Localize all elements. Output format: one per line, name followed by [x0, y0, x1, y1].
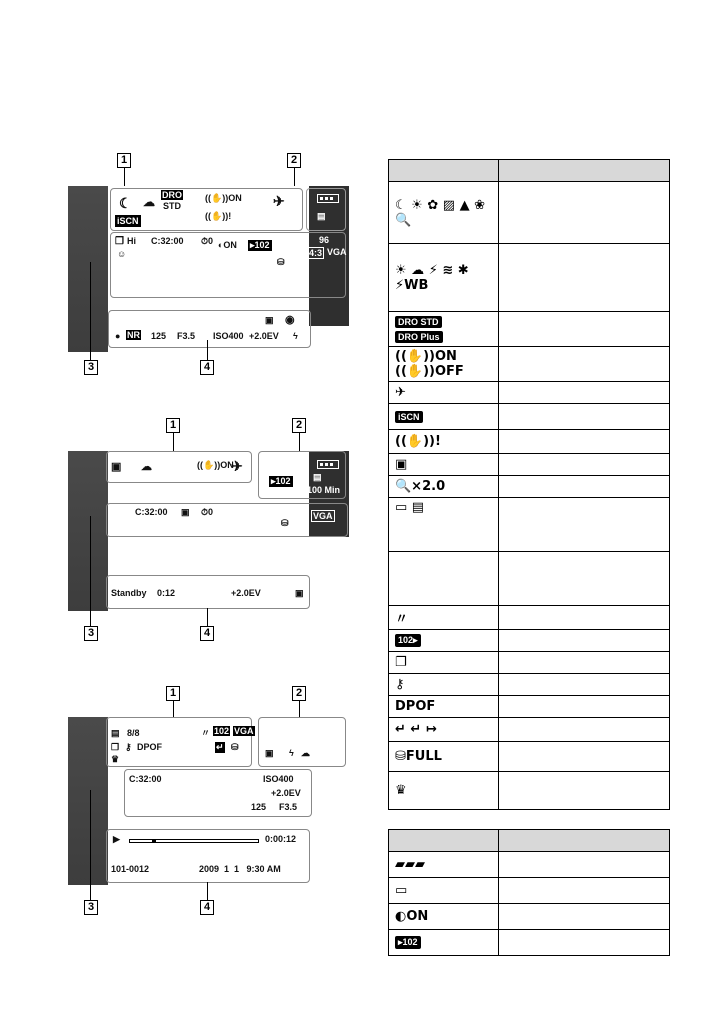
- icon-group-2: [306, 188, 346, 231]
- leader-line: [90, 262, 91, 360]
- folder-icon: ▸102: [250, 240, 270, 250]
- table-icon-cell: 🔍×2.0: [389, 476, 499, 498]
- settings-bar: [108, 310, 311, 348]
- nr-icon: NR: [127, 330, 140, 340]
- table-desc-cell: [498, 852, 669, 878]
- table-icon-cell: ((✋))!: [389, 430, 499, 454]
- iso: ISO400: [263, 774, 294, 784]
- table-desc-cell: [498, 904, 669, 930]
- table-desc-cell: [498, 454, 669, 476]
- moon-icon: ☾: [119, 195, 132, 211]
- icon-reference-table: [388, 159, 670, 810]
- table-desc-cell: [498, 552, 669, 606]
- flash-icon: ϟ: [293, 331, 298, 341]
- remaining-time: C:32:00: [135, 507, 168, 517]
- iscn-icon: iSCN: [395, 411, 423, 423]
- camera-screen: [68, 717, 349, 885]
- status-area: [106, 503, 348, 537]
- shutter-speed: 125: [151, 331, 167, 341]
- dro-std-label: STD: [163, 201, 181, 211]
- progress-thumb[interactable]: [152, 839, 156, 843]
- callout-1: 1: [117, 153, 131, 168]
- callout-2: 2: [292, 418, 306, 433]
- table-desc-cell: [498, 772, 669, 810]
- leader-line: [90, 790, 91, 900]
- callout-2: 2: [287, 153, 301, 168]
- battery-reference-table: [388, 829, 670, 956]
- record-dot-icon: ●: [115, 331, 121, 341]
- protect-icon: ⚷: [125, 742, 132, 752]
- table-desc-cell: [498, 630, 669, 652]
- battery-icon: [317, 460, 339, 469]
- playback-bar: [106, 829, 310, 883]
- table-desc-cell: [498, 244, 669, 312]
- dro-plus-icon: DRO Plus: [395, 331, 443, 343]
- crown-icon: ♛: [111, 754, 120, 764]
- status-area: [124, 769, 312, 817]
- folder-icon: 102▸: [395, 634, 421, 647]
- table-desc-cell: [498, 382, 669, 404]
- table-desc-cell: [498, 404, 669, 430]
- table-desc-cell: [498, 718, 669, 742]
- status-area: [110, 232, 346, 298]
- table-icon-cell: ▣: [389, 454, 499, 476]
- table-icon-cell: [389, 312, 499, 347]
- burst-icon: ❐: [115, 236, 124, 247]
- table-icon-cell: ▭: [389, 878, 499, 904]
- callout-4: 4: [200, 626, 214, 641]
- burst-label: Hi: [127, 236, 136, 246]
- aperture: F3.5: [177, 331, 196, 341]
- recording-folder-full-icon: ⛁: [231, 742, 239, 752]
- table-desc-cell: [498, 696, 669, 718]
- folder-icon: ▸102: [395, 936, 421, 949]
- date-time: 2009 1 1 9:30 AM: [199, 864, 281, 874]
- self-timer-icon: ⏱0: [201, 507, 214, 517]
- leader-line: [207, 608, 208, 626]
- folder-icon: 102: [214, 726, 230, 736]
- cloud-icon: ☁: [301, 748, 310, 758]
- vga-icon: VGA: [234, 726, 254, 736]
- table-header-cell: [389, 160, 499, 182]
- table-icon-cell: [389, 404, 499, 430]
- elapsed-time: 0:00:12: [265, 834, 297, 844]
- table-desc-cell: [498, 606, 669, 630]
- vga-icon: VGA: [313, 511, 333, 521]
- table-icon-cell: ▭ ▤: [389, 498, 499, 552]
- callout-1: 1: [166, 418, 180, 433]
- shutter-speed: 125: [251, 802, 267, 812]
- icon-group-2: [258, 451, 346, 499]
- table-icon-cell: ☾ ☀ ✿ ▨ ▲ ❀ 🔍: [389, 182, 499, 244]
- self-timer-icon: ⏱0: [201, 236, 214, 246]
- icon-group-1: [110, 188, 303, 231]
- callout-2: 2: [292, 686, 306, 701]
- image-count: 8/8: [127, 728, 140, 738]
- dro-std-icon: DRO STD: [395, 316, 442, 328]
- camera-screen: [68, 451, 349, 611]
- folder-icon: ▸102: [271, 476, 291, 486]
- standby-label: Standby: [111, 588, 147, 598]
- table-icon-cell: ❐: [389, 652, 499, 674]
- recording-time: 0:12: [157, 588, 176, 598]
- burst-icon: ❐: [111, 742, 120, 752]
- table-desc-cell: [498, 652, 669, 674]
- pen-icon: 〃: [201, 728, 211, 738]
- callout-1: 1: [166, 686, 180, 701]
- memory-icon: ▤: [317, 211, 326, 221]
- table-desc-cell: [498, 430, 669, 454]
- table-desc-cell: [498, 674, 669, 696]
- memory-icon: ▤: [313, 472, 322, 482]
- leader-line: [207, 882, 208, 900]
- ev-value: +2.0EV: [231, 588, 261, 598]
- cloud-icon: ☁: [143, 195, 155, 209]
- callout-3: 3: [84, 360, 98, 375]
- leader-line: [299, 701, 300, 717]
- table-icon-cell: ✈: [389, 382, 499, 404]
- table-header-cell: [498, 830, 669, 852]
- settings-bar: [106, 575, 310, 609]
- flash-on-icon: ◐ON: [218, 240, 237, 250]
- table-icon-cell: ♛: [389, 772, 499, 810]
- table-desc-cell: [498, 476, 669, 498]
- camera-screen: [68, 186, 349, 352]
- table-icon-cell: ↵ ↵ ↦: [389, 718, 499, 742]
- ev-value: +2.0EV: [271, 788, 301, 798]
- table-desc-cell: [498, 347, 669, 382]
- image-size: VGA: [327, 247, 347, 257]
- table-header-cell: [389, 830, 499, 852]
- table-desc-cell: [498, 498, 669, 552]
- table-icon-cell: ☀ ☁ ⚡ ≋ ✱ ⚡WB: [389, 244, 499, 312]
- remaining-time: C:32:00: [129, 774, 162, 784]
- plane-icon: ✈: [231, 458, 243, 474]
- table-icon-cell: [389, 630, 499, 652]
- table-desc-cell: [498, 930, 669, 956]
- leader-line: [207, 340, 208, 360]
- plane-icon: ✈: [273, 193, 285, 209]
- steady-shot-on-icon: ((✋))ON: [197, 460, 234, 470]
- eye-icon: ◉: [285, 314, 295, 326]
- remaining-minutes: 100 Min: [307, 485, 341, 495]
- steady-warning-icon: ((✋))!: [205, 211, 232, 221]
- recording-folder-full-icon: ⛁: [281, 518, 289, 528]
- leader-line: [173, 433, 174, 451]
- table-desc-cell: [498, 312, 669, 347]
- play-icon[interactable]: ▶: [113, 834, 120, 844]
- icon-group-1: [106, 451, 252, 483]
- aspect-ratio-icon: 4:3: [309, 248, 323, 258]
- leader-line: [299, 433, 300, 451]
- table-icon-cell: ((✋))ON ((✋))OFF: [389, 347, 499, 382]
- table-desc-cell: [498, 878, 669, 904]
- rotate-icon: ↵: [216, 742, 224, 752]
- callout-3: 3: [84, 626, 98, 641]
- leader-line: [124, 168, 125, 186]
- dro-icon: DRO: [162, 190, 182, 200]
- memory-icon: ▤: [111, 728, 120, 738]
- table-icon-cell: [389, 552, 499, 606]
- metering-icon: ▣: [295, 588, 304, 598]
- movie-icon: ▣: [111, 461, 122, 473]
- iscn-icon: iSCN: [117, 216, 139, 226]
- battery-icon: [317, 726, 339, 735]
- callout-4: 4: [200, 900, 214, 915]
- dpof-label: DPOF: [137, 742, 163, 752]
- iso: ISO400: [213, 331, 244, 341]
- table-icon-cell: ▰▰▰: [389, 852, 499, 878]
- leader-line: [294, 168, 295, 186]
- recording-folder-full-icon: ⛁: [277, 257, 285, 267]
- table-icon-cell: 〃: [389, 606, 499, 630]
- cloud-icon: ☁: [141, 461, 152, 473]
- aperture: F3.5: [279, 802, 298, 812]
- icon-group-1: [106, 717, 252, 767]
- table-icon-cell: DPOF: [389, 696, 499, 718]
- metering-icon: ▣: [265, 315, 274, 325]
- battery-icon: [317, 194, 339, 203]
- leader-line: [90, 516, 91, 626]
- callout-3: 3: [84, 900, 98, 915]
- remaining-time: C:32:00: [151, 236, 184, 246]
- leader-line: [173, 701, 174, 717]
- table-icon-cell: [389, 930, 499, 956]
- table-icon-cell: ⚷: [389, 674, 499, 696]
- table-icon-cell: ◐ON: [389, 904, 499, 930]
- steady-shot-on-icon: ((✋))ON: [205, 193, 242, 203]
- image-count: 96: [319, 235, 330, 245]
- table-icon-cell: ⛁FULL: [389, 742, 499, 772]
- face-detect-icon: ☺: [117, 249, 127, 259]
- table-header-cell: [498, 160, 669, 182]
- flash-icon: ϟ: [289, 748, 294, 758]
- progress-track[interactable]: [129, 839, 259, 843]
- ev-value: +2.0EV: [249, 331, 279, 341]
- table-desc-cell: [498, 182, 669, 244]
- file-number: 101-0012: [111, 864, 150, 874]
- callout-4: 4: [200, 360, 214, 375]
- metering-icon: ▣: [181, 507, 190, 517]
- icon-group-2: [258, 717, 346, 767]
- table-desc-cell: [498, 742, 669, 772]
- metering-icon: ▣: [265, 748, 274, 758]
